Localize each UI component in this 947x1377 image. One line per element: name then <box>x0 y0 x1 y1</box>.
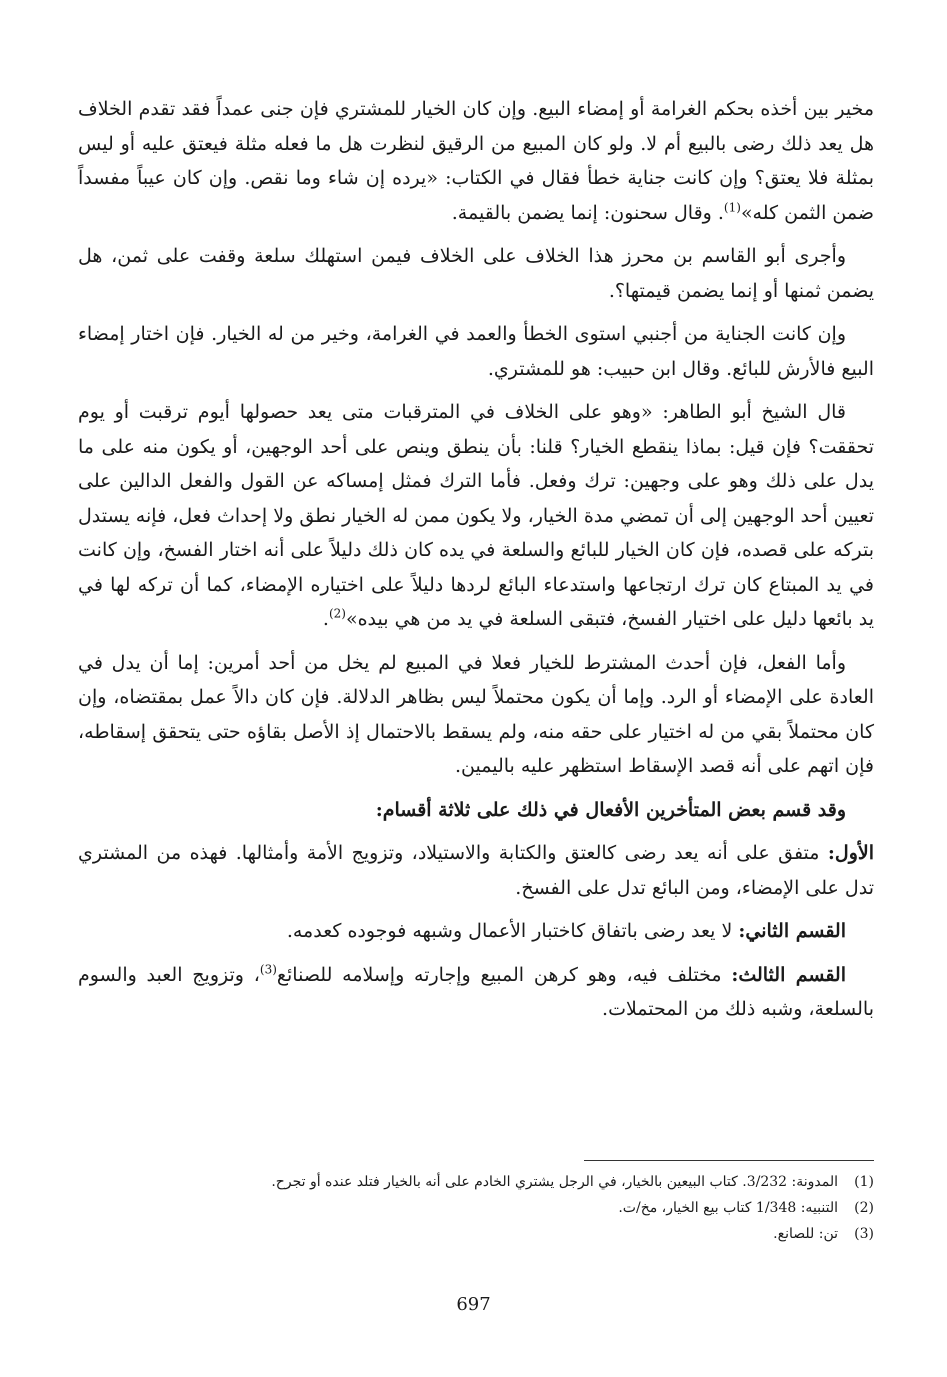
paragraph-5 <box>78 646 874 784</box>
category-label: الأول: <box>827 842 874 864</box>
footnote-text: المدونة: 3/232. كتاب البيعين بالخيار، في الرجل يشتري الخادم على أنه بالخيار فتلد عنده أو تجرح. <box>271 1174 838 1190</box>
paragraph-3 <box>78 317 874 386</box>
main-text <box>78 92 874 1036</box>
footnote-text: التنبيه: 1/348 كتاب بيع الخيار، مخ/ت. <box>618 1200 838 1216</box>
page-number: 697 <box>456 1294 491 1315</box>
paragraph-tail: ، وتزويج العبد والسوم بالسلعة، وشبه ذلك من المحتملات. <box>78 963 874 1020</box>
category-label: القسم الثاني: <box>738 920 846 942</box>
paragraph-tail: . <box>322 608 329 630</box>
footnote-ref-2: (2) <box>328 606 346 621</box>
paragraph-text: وإن كانت الجناية من أجنبي استوى الخطأ والعمد في الغرامة، وخير من له الخيار. فإن اختار إمضاء البيع فالأرش للبائع. وقال ابن حبيب: هو للمشتري. <box>78 323 874 380</box>
category-label: القسم الثالث: <box>731 963 846 986</box>
paragraph-text: مختلف فيه، وهو كرهن المبيع وإجارته وإسلامه للصنائع <box>276 963 732 986</box>
paragraph-1 <box>78 92 874 230</box>
footnote-3 <box>78 1221 874 1247</box>
heading-text: وقد قسم بعض المتأخرين الأفعال في ذلك على ثلاثة أقسام: <box>375 798 846 821</box>
paragraph-4 <box>78 395 874 637</box>
paragraph-second-category <box>78 914 874 949</box>
paragraph-text: وأما الفعل، فإن أحدث المشترط للخيار فعلا في المبيع لم يخل من أحد أمرين: إما أن يدل في العادة على الإمضاء أو الرد. وإما أن يكون محتملاً ليس بظاهر الدلالة. فإن كان دالاً عمل بمقتضاه، وإن كان محتملاً بقي من له اختيار على حقه منه، ولم يسقط بالاحتمال إذ الأصل بقاؤه حتى يتحقق إسقاطه، فإن اتهم على أنه قصد الإسقاط استظهر عليه باليمين. <box>78 651 874 777</box>
footnote-text: تن: للصانع. <box>773 1226 838 1242</box>
section-heading <box>78 793 874 828</box>
footnote-number: (1) <box>854 1174 874 1190</box>
paragraph-text: متفق على أنه يعد رضى كالعتق والكتابة والاستيلاد، وتزويج الأمة وأمثالها. فهذه من المشتري تدل على الإمضاء، ومن البائع تدل على الفسخ. <box>78 842 874 899</box>
paragraph-first-category <box>78 836 874 905</box>
footnote-divider <box>584 1160 874 1161</box>
footnote-ref-1: (1) <box>723 200 741 215</box>
paragraph-text: قال الشيخ أبو الطاهر: «وهو على الخلاف في المترقبات متى يعد حصولها أيوم ترقبت أو يوم تحققت؟ فإن قيل: بماذا ينقطع الخيار؟ قلنا: بأن ينطق وينص على أحد الوجهين، أو يكون منه على ما يدل على ذلك وهو على وجهين: ترك وفعل. فأما الترك فمثل إمساكه عن القول والفعل الدالين على تعيين أحد الوجهين إلى أن تمضي مدة الخيار، ولا يكون ممن له الخيار نطق ولا إحداث فعل، فإنه يستدل بتركه على قصده، فإن كان الخيار للبائع والسلعة في يده كان ذلك دليلاً على أنه اختار الفسخ، وإن كانت في يد المبتاع كان ترك ارتجاعها واستدعاء البائع لردها دليلاً على اختياره الإمضاء، كما أن تركه لها في يد بائعها دليل على اختيار الفسخ، فتبقى السلعة في يد من هي بيده» <box>78 401 874 630</box>
paragraph-text: وأجرى أبو القاسم بن محرز هذا الخلاف على الخلاف فيمن استهلك سلعة وقفت على ثمن، هل يضمن ثمنها أو إنما يضمن قيمتها؟. <box>78 245 874 302</box>
paragraph-tail: . وقال سحنون: إنما يضمن بالقيمة. <box>451 201 724 224</box>
paragraph-third-category <box>78 958 874 1027</box>
paragraph-text: لا يعد رضى باتفاق كاختبار الأعمال وشبهه فوجوده كعدمه. <box>286 920 739 942</box>
footnote-2 <box>78 1195 874 1221</box>
footnote-number: (3) <box>854 1226 874 1242</box>
footnotes <box>78 1160 874 1247</box>
footnote-number: (2) <box>854 1200 874 1216</box>
paragraph-2 <box>78 239 874 308</box>
footnote-ref-3: (3) <box>259 962 277 977</box>
paragraph-text: مخير بين أخذه بحكم الغرامة أو إمضاء البيع. وإن كان الخيار للمشتري فإن جنى عمداً فقد تقدم الخلاف هل يعد ذلك رضى بالبيع أم لا. ولو كان المبيع من الرقيق لنظرت هل ما فعله مثلة فيعتق عليه أو ليس بمثلة فلا يعتق؟ وإن كانت جناية خطأ فقال في الكتاب: «يرده إن شاء وما نقص. وإن كان عيباً مفسداً ضمن الثمن كله» <box>78 98 874 224</box>
footnote-1 <box>78 1169 874 1195</box>
